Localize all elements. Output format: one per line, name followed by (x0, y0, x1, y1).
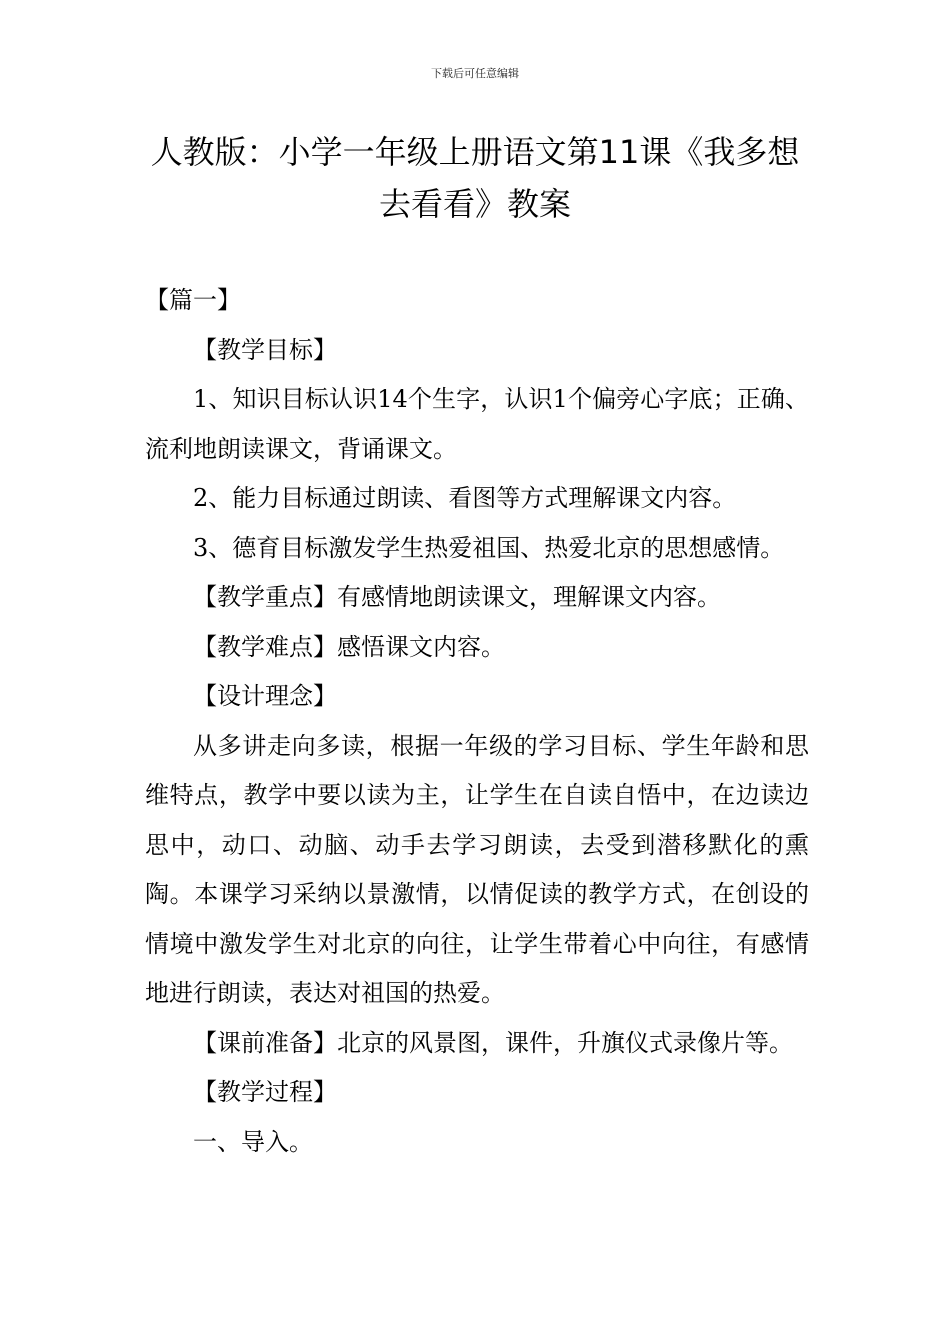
teaching-difficulty: 【教学难点】感悟课文内容。 (193, 632, 505, 661)
goal-ability: 2、能力目标通过朗读、看图等方式理解课文内容。 (193, 484, 737, 512)
heading-design-concept: 【设计理念】 (193, 682, 337, 710)
heading-teaching-goals: 【教学目标】 (193, 335, 337, 364)
document-body (145, 276, 809, 1167)
heading-teaching-process: 【教学过程】 (193, 1078, 337, 1106)
teaching-focus: 【教学重点】有感情地朗读课文，理解课文内容。 (193, 583, 721, 611)
document-title: 人教版：小学一年级上册语文第11课《我多想去看看》教案 (150, 133, 800, 223)
preparation: 【课前准备】北京的风景图，课件，升旗仪式录像片等。 (193, 1028, 793, 1057)
goal-knowledge: 1、知识目标认识14个生字，认识1个偏旁心字底；正确、流利地朗读课文，背诵课文。 (145, 385, 809, 463)
process-step-introduction: 一、导入。 (193, 1127, 313, 1156)
design-concept-paragraph: 从多讲走向多读，根据一年级的学习目标、学生年龄和思维特点，教学中要以读为主，让学生在自读自悟中，在边读边思中，动口、动脑、动手去学习朗读，去受到潜移默化的熏陶。本课学习采纳以景激情，以情促读的教学方式，在创设的情境中激发学生对北京的向往，让学生带着心中向往，有感情地进行朗读，表达对祖国的热爱。 (145, 731, 809, 1007)
section-heading: 【篇一】 (145, 286, 241, 314)
goal-moral: 3、德育目标激发学生热爱祖国、热爱北京的思想感情。 (193, 533, 785, 562)
header-note: 下载后可任意编辑 (431, 67, 519, 80)
